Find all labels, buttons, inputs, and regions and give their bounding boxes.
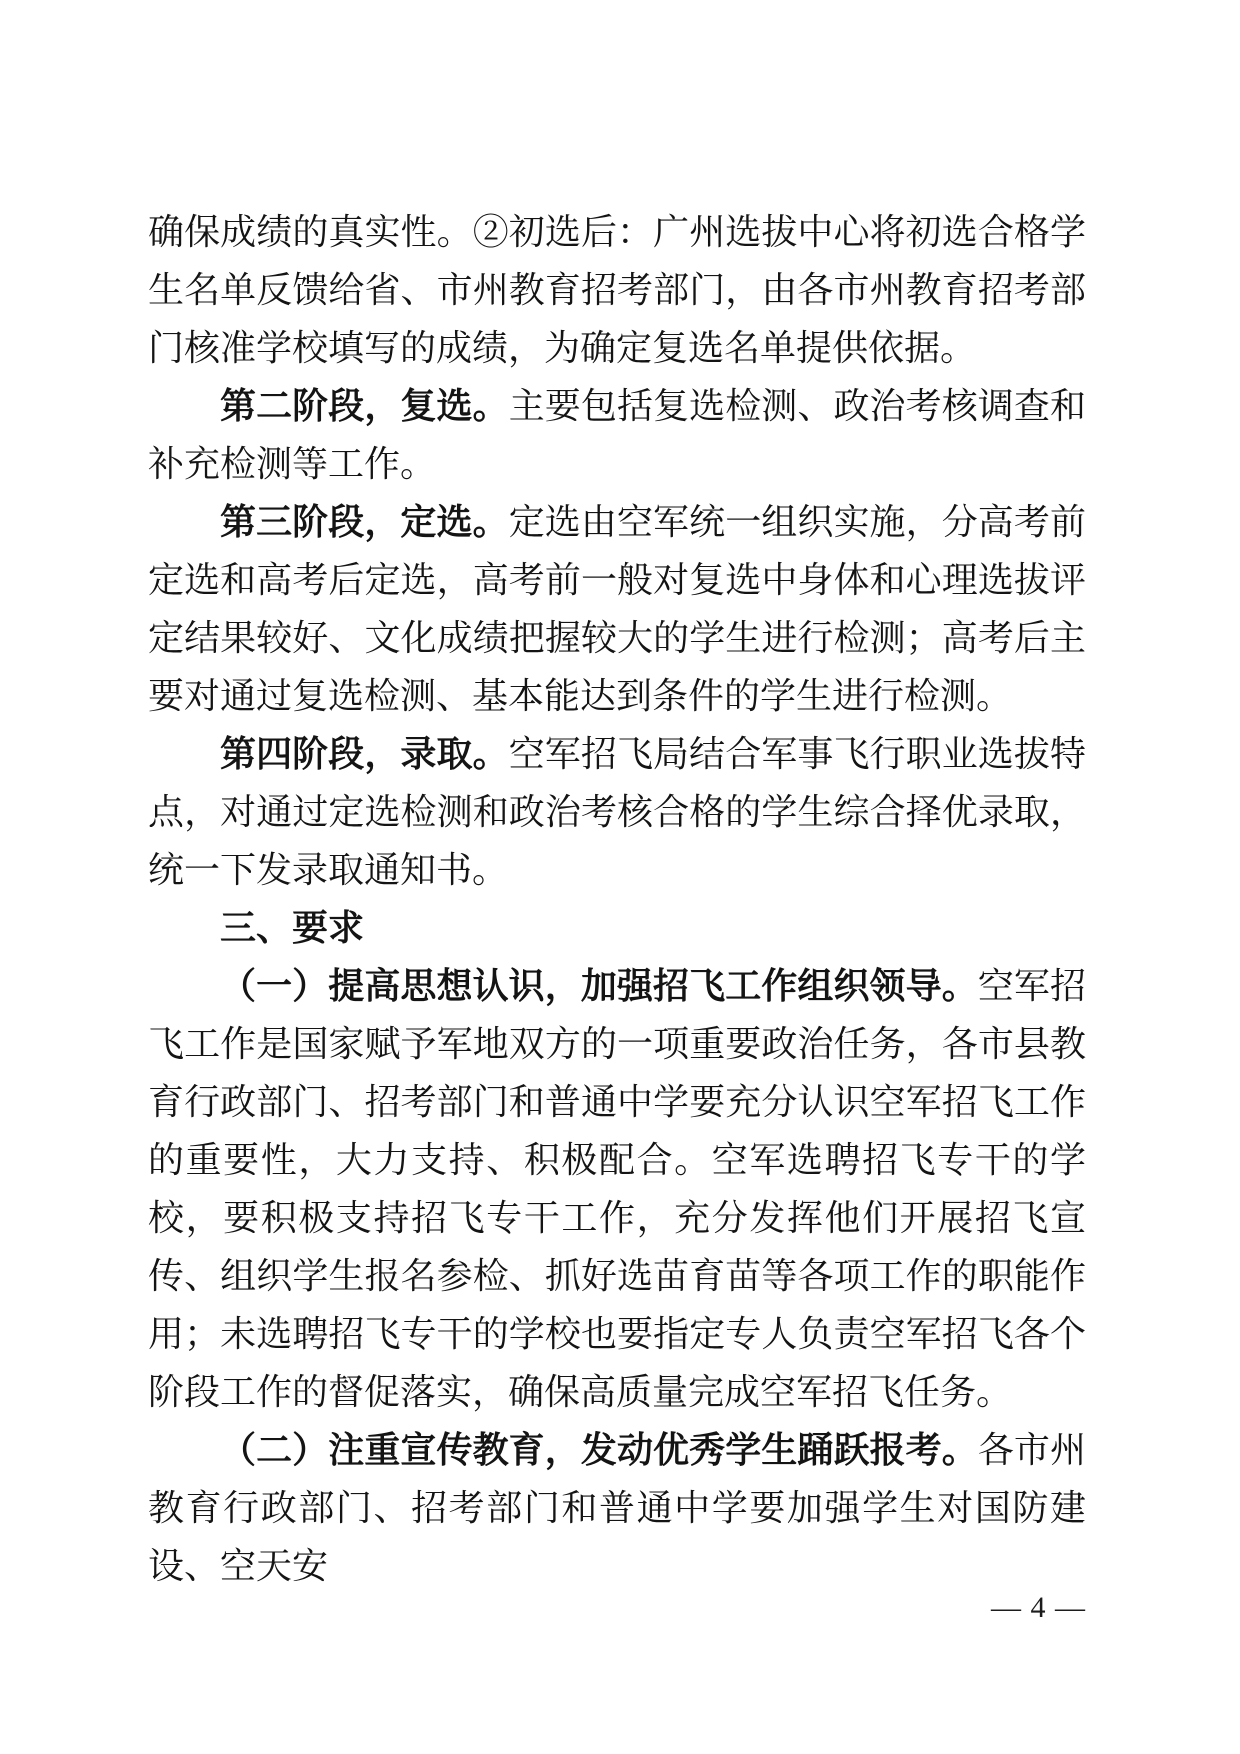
heading-text: 三、要求: [220, 908, 365, 948]
paragraph-lead: （一）提高思想认识，加强招飞工作组织领导。: [220, 966, 978, 1006]
paragraph-text: 确保成绩的真实性。②初选后：广州选拔中心将初选合格学生名单反馈给省、市州教育招考部门，由各市州教育招考部门核准学校填写的成绩，为确定复选名单提供依据。: [148, 212, 1086, 368]
paragraph-stage4-luqu: [148, 725, 1086, 899]
paragraph-text: 定选由空军统一组织实施，分高考前定选和高考后定选，高考前一般对复选中身体和心理选拔评定结果较好、文化成绩把握较大的学生进行检测；高考后主要对通过复选检测、基本能达到条件的学生进行检测。: [148, 502, 1086, 716]
paragraph-lead: 第二阶段，复选。: [220, 386, 509, 426]
paragraph-continuation: [148, 203, 1086, 377]
paragraph-stage3-dingxuan: [148, 493, 1086, 725]
page-number: — 4 —: [991, 1591, 1086, 1624]
paragraph-requirement-1: [148, 957, 1086, 1421]
paragraph-lead: 第三阶段，定选。: [220, 502, 509, 542]
paragraph-requirement-2: [148, 1421, 1086, 1595]
document-body: [148, 203, 1086, 1595]
paragraph-text: 各市州教育行政部门、招考部门和普通中学要加强学生对国防建设、空天安: [148, 1430, 1086, 1586]
paragraph-text: 空军招飞工作是国家赋予军地双方的一项重要政治任务，各市县教育行政部门、招考部门和普通中学要充分认识空军招飞工作的重要性，大力支持、积极配合。空军选聘招飞专干的学校，要积极支持招飞专干工作，充分发挥他们开展招飞宣传、组织学生报名参检、抓好选苗育苗等各项工作的职能作用；未选聘招飞专干的学校也要指定专人负责空军招飞各个阶段工作的督促落实，确保高质量完成空军招飞任务。: [148, 966, 1086, 1412]
section-heading-requirements: [148, 899, 1086, 957]
paragraph-lead: （二）注重宣传教育，发动优秀学生踊跃报考。: [220, 1430, 978, 1470]
paragraph-lead: 第四阶段，录取。: [220, 734, 509, 774]
paragraph-stage2-fuxuan: [148, 377, 1086, 493]
paragraph-text: 空军招飞局结合军事飞行职业选拔特点，对通过定选检测和政治考核合格的学生综合择优录取，统一下发录取通知书。: [148, 734, 1086, 890]
paragraph-text: 主要包括复选检测、政治考核调查和补充检测等工作。: [148, 386, 1086, 484]
